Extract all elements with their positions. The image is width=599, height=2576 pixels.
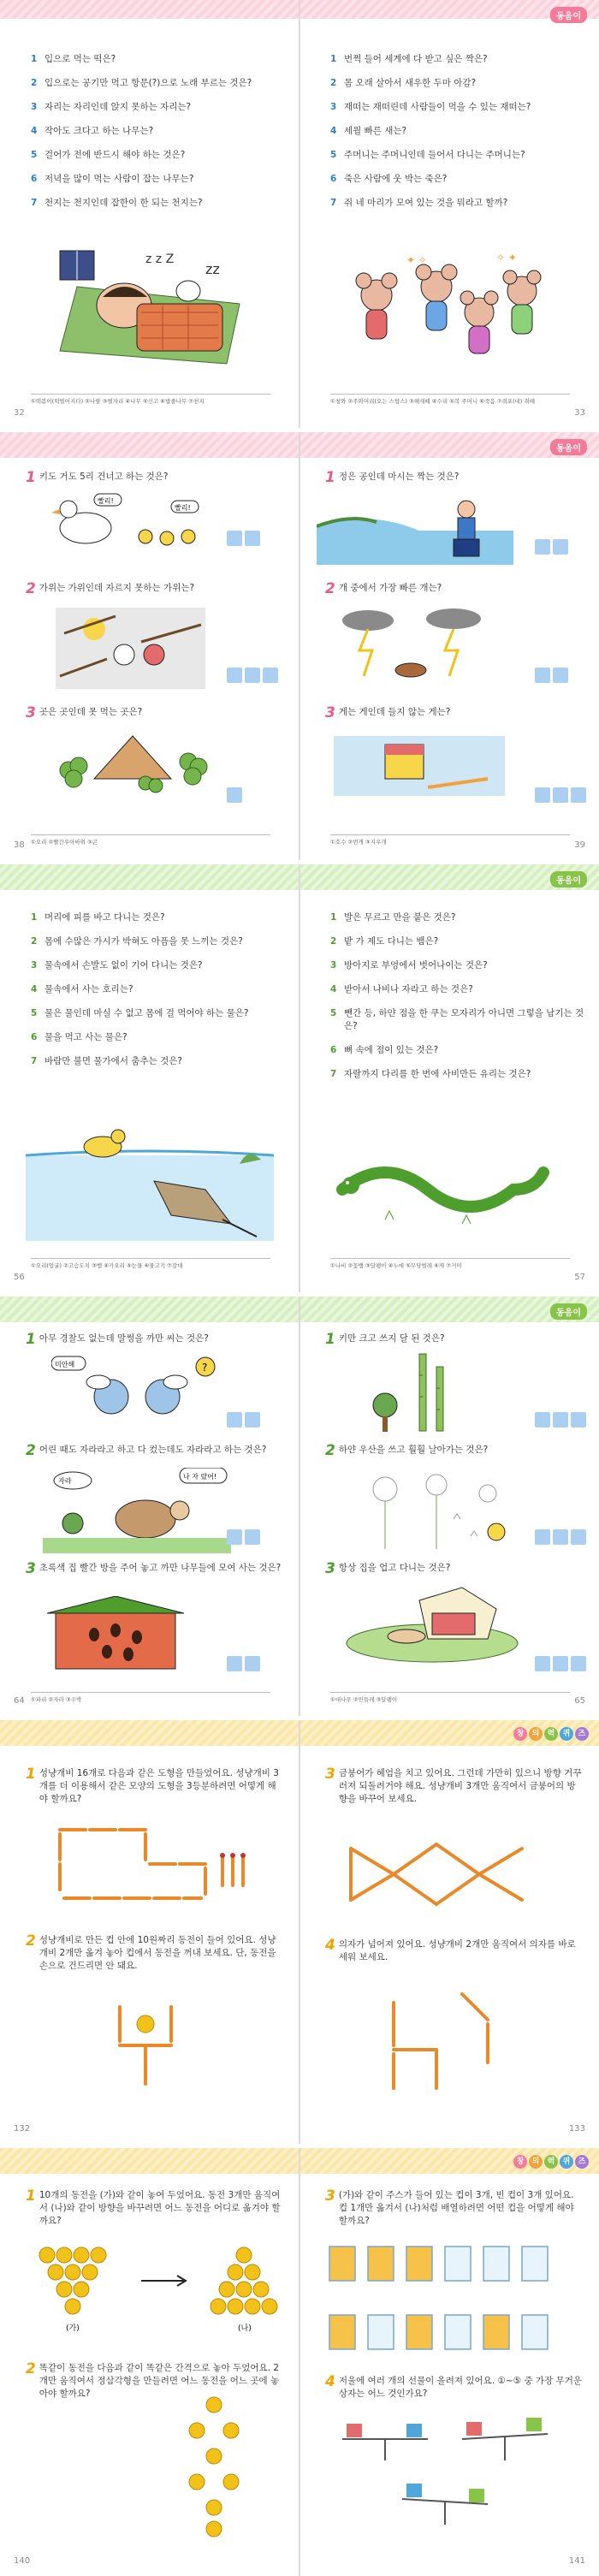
svg-text:z z Z: z z Z	[145, 252, 175, 266]
question-block: 2 가위는 가위인데 자르지 못하는 가위는?	[26, 580, 195, 597]
question-item: 6 저녁을 많이 먹는 사람이 잡는 나무는?	[31, 174, 194, 184]
svg-text:빨리!: 빨리!	[175, 504, 191, 512]
answer-strip: ①오리(얼굴) ②고슴도치 ③뱀 ④가오리 ⑤눈물 ⑥물고기 ⑦갈대	[31, 1258, 270, 1270]
question-item: 2 몸 오래 살아서 새우한 두마 아감?	[330, 78, 477, 88]
question-block: 4 저울에 여러 개의 선물이 올려져 있어요. ①~⑤ 중 가장 무거운 상자는 어느 것인가요?	[325, 2373, 582, 2399]
page-39	[300, 432, 599, 860]
question-item: 2 밭 가 제도 다니는 뱀은?	[330, 936, 439, 947]
answer-boxes[interactable]	[535, 1529, 586, 1545]
matchstick-fish-illustration	[334, 1823, 548, 1917]
spread-4	[0, 1297, 599, 1716]
question-item: 3 방아지로 부엉에서 벗어나이는 것은?	[330, 960, 488, 970]
flies-illustration	[51, 1350, 222, 1431]
section-badge: 동음이	[550, 871, 587, 887]
lake-boy-illustration	[317, 492, 513, 565]
page-number: 132	[14, 2124, 31, 2134]
question-block: 3 (가)와 같이 주스가 들어 있는 컵이 3개, 빈 컵이 3개 있어요. 컵 1개만 옮겨서 (나)처럼 배열하려면 어떤 컵을 어떻게 해야 할까요?	[325, 2187, 574, 2226]
duck-family-illustration	[51, 492, 214, 552]
question-block: 2 성냥개비로 만든 컵 안에 10원짜리 동전이 들어 있어요. 성냥개비 2개만 옮겨 놓아 컵에서 동전을 꺼내 보세요. 단, 동전을 손으로 건드리면 안 돼요.	[26, 1932, 276, 1971]
question-block: 3 항상 집을 업고 다니는 것은?	[325, 1560, 451, 1577]
answer-strip: ①호수 ②번개 ③지우개	[330, 834, 570, 846]
question-item: 4 받아서 나비나 자라고 하는 것은?	[330, 984, 473, 994]
answer-boxes[interactable]	[227, 787, 242, 803]
svg-text:zz: zz	[205, 261, 220, 277]
page-64	[0, 1297, 300, 1716]
answer-boxes[interactable]	[535, 1412, 586, 1427]
spread-1	[0, 0, 599, 428]
answer-strip: ①파리 ②자라 ③수박	[31, 1692, 270, 1704]
question-list	[31, 911, 288, 1079]
turtle-illustration	[43, 1468, 231, 1553]
question-block: 2 하얀 우산을 쓰고 훨훨 날아가는 것은?	[325, 1442, 489, 1459]
section-bubbles: 창 의 력 퀴 즈	[513, 1727, 589, 1741]
page-57	[300, 864, 599, 1292]
question-item: 3 물속에서 손발도 없이 기어 다니는 것은?	[31, 960, 203, 970]
question-item: 7 천지는 천지인데 잡한이 한 되는 천지는?	[31, 198, 203, 208]
answer-boxes[interactable]	[535, 787, 586, 803]
page-65	[300, 1297, 599, 1716]
answer-strip: ①오리 ②빨간우아바위 ③곤	[31, 834, 270, 846]
question-block: 1 키만 크고 쓰지 달 된 것은?	[325, 1331, 445, 1348]
page-number: 38	[14, 840, 25, 850]
answer-strip: ①청와 ②주와머리(오는 스탑스) ③해새떼 ④수리 ⑤복 주머니 ⑥죽음 ⑦쥐포(네) 쥐떼	[330, 394, 570, 406]
page-number: 39	[574, 840, 585, 850]
pond-stingray-illustration	[26, 1121, 274, 1241]
page-number: 141	[568, 2556, 585, 2566]
spread-5	[0, 1720, 599, 2144]
matchstick-chair-illustration	[377, 1977, 513, 2097]
page-140	[0, 2148, 300, 2576]
question-item: 2 몸에 수많은 가시가 박혀도 아픔을 못 느끼는 것은?	[31, 936, 243, 947]
question-item: 5 물은 물인데 마실 수 없고 몸에 걸 먹어야 하는 물은?	[31, 1008, 249, 1018]
question-item: 4 물속에서 사는 호리는?	[31, 984, 133, 994]
page-38	[0, 432, 300, 860]
question-block: 3 게는 게인데 들지 않는 게는?	[325, 704, 451, 721]
rock-paper-scissors-illustration	[56, 608, 205, 689]
question-item: 6 물을 먹고 사는 물은?	[31, 1032, 128, 1042]
answer-strip: ①대나무 ②민들레 ③달팽이	[330, 1692, 570, 1704]
section-badge: 동음이	[550, 7, 587, 23]
question-item: 3 재떠는 재떠린데 사람들이 먹을 수 있는 재떠는?	[330, 102, 531, 112]
answer-boxes[interactable]	[535, 668, 568, 683]
snake-illustration	[334, 1138, 556, 1232]
section-badge: 동음이	[550, 1303, 587, 1320]
page-number: 56	[14, 1273, 25, 1282]
page-number: 32	[14, 408, 25, 418]
juice-glasses-illustration	[317, 2242, 573, 2362]
dandelion-illustration	[351, 1468, 522, 1553]
question-block: 3 초록색 집 빨간 방을 주어 놓고 까만 나무들에 모여 사는 것은?	[26, 1560, 282, 1577]
question-block: 1 정은 공인데 마시는 짝는 것은?	[325, 469, 460, 486]
answer-boxes[interactable]	[535, 539, 568, 555]
question-block: 4 의자가 넘어져 있어요. 성냥개비 2개만 움직여서 의자를 바로 세워 보세요.	[325, 1937, 576, 1962]
svg-text:나 자 랐어!: 나 자 랐어!	[183, 1473, 217, 1481]
question-item: 7 쥐 네 마리가 모여 있는 것을 뭐라고 할까?	[330, 198, 508, 208]
question-list	[330, 53, 587, 221]
page-133	[300, 1720, 599, 2144]
question-block: 2 똑같이 동전을 다음과 같이 똑같은 간격으로 놓아 두었어요. 2개만 움직여서 정삼각형을 만들려면 어느 동전을 어느 곳에 놓아야 할까요?	[26, 2360, 280, 2399]
dancing-mice-illustration	[342, 248, 556, 368]
answer-boxes[interactable]	[227, 531, 260, 546]
svg-text:?: ?	[202, 1362, 208, 1374]
section-badge: 동음이	[550, 439, 587, 455]
lightning-dog-illustration	[334, 603, 488, 685]
question-item: 7 바람만 불면 물가에서 춤추는 것은?	[31, 1056, 182, 1066]
question-item: 6 뼈 속에 점이 있는 것은?	[330, 1045, 439, 1055]
question-item: 4 세월 빠른 새는?	[330, 126, 407, 136]
clover-illustration	[51, 727, 222, 796]
question-item: 5 뺀간 등, 하얀 점을 한 쿠는 모자리가 아니면 그렇을 남기는 것은?	[330, 1008, 584, 1031]
page-number: 140	[14, 2556, 31, 2566]
section-bubbles: 창 의 력 퀴 즈	[513, 2155, 589, 2169]
question-item: 1 발은 무르고 만을 붙은 것은?	[330, 912, 456, 923]
spread-3	[0, 864, 599, 1292]
question-item: 7 자랄까지 다리를 한 번에 사비만든 유리는 것은?	[330, 1069, 531, 1079]
page-number: 33	[574, 408, 585, 418]
question-block: 1 성냥개비 16개로 다음과 같은 도형을 만들었어요. 성냥개비 3개를 더 이용해서 같은 모양의 도형을 3등분하려면 어떻게 해야 할까요?	[26, 1766, 279, 1804]
svg-text:(가): (가)	[66, 2324, 80, 2333]
svg-text:✦ ✧: ✦ ✧	[406, 254, 427, 266]
svg-text:빨리!: 빨리!	[98, 497, 114, 505]
page-number: 65	[574, 1696, 585, 1706]
coin-pattern-illustration	[171, 2392, 257, 2537]
question-block: 3 곳은 곳인데 못 먹는 곳은?	[26, 704, 143, 721]
answer-boxes[interactable]	[535, 1656, 586, 1671]
answer-boxes[interactable]	[227, 668, 278, 683]
snail-illustration	[342, 1583, 522, 1665]
question-item: 6 죽은 사람에 웃 박는 죽은?	[330, 174, 448, 184]
page-32	[0, 0, 300, 428]
spread-6	[0, 2148, 599, 2576]
question-item: 5 주머니는 주머니인데 들어서 다니는 주머니는?	[330, 150, 525, 160]
question-block: 1 10개의 동전을 (가)와 같이 놓여 두었어요. 동전 3개만 움직여서 (나)와 같이 방향을 바꾸려면 어느 동전을 어디로 옮겨야 할까요?	[26, 2187, 281, 2226]
page-132	[0, 1720, 300, 2144]
question-block: 2 어린 때도 자라라고 하고 다 컸는데도 자라라고 하는 것은?	[26, 1442, 267, 1459]
question-block: 3 금붕어가 헤엄을 치고 있어요. 그런데 가만히 있으니 방향 거꾸러져 되돌려거야 해요. 성냥개비 3개만 움직여서 금붕어의 방향을 바꾸어 보세요.	[325, 1766, 582, 1804]
page-56	[0, 864, 300, 1292]
question-item: 3 자리는 자리인데 앉지 못하는 자리는?	[31, 102, 192, 112]
svg-text:(나): (나)	[238, 2324, 252, 2333]
eraser-illustration	[334, 727, 505, 800]
svg-text:미안해: 미안해	[55, 1361, 75, 1368]
question-item: 4 작아도 크다고 하는 나무는?	[31, 126, 154, 136]
balance-scales-illustration	[334, 2413, 556, 2542]
page-33	[300, 0, 599, 428]
question-list	[31, 53, 288, 221]
question-list	[330, 911, 587, 1092]
answer-boxes[interactable]	[227, 1412, 260, 1427]
svg-text:자라: 자라	[58, 1477, 72, 1485]
sleeping-child-illustration	[43, 244, 257, 372]
question-item: 5 걸어가 전에 반드시 해야 하는 것은?	[31, 150, 186, 160]
answer-strip: ①떡볶이(떡벌어지다) ②나팔 ③별자리 ④나무 ⑤신고 ⑥밥줄나무 ⑦천지	[31, 394, 270, 406]
matchstick-cup-illustration	[103, 1998, 197, 2092]
page-number: 133	[568, 2124, 585, 2134]
coin-triangle-illustration	[30, 2242, 278, 2336]
question-item: 2 입으로는 공기만 먹고 항문(?)으로 노래 부르는 것은?	[31, 78, 252, 88]
page-number: 64	[14, 1696, 25, 1706]
answer-boxes[interactable]	[227, 1529, 260, 1545]
answer-boxes[interactable]	[227, 1656, 260, 1671]
answer-strip: ①나비 ②꽃뱀 ③달팽이 ④누에 ⑤무당벌레 ⑥게 ⑦거미	[330, 1258, 570, 1270]
page-141	[300, 2148, 599, 2576]
watermelon-house-illustration	[47, 1596, 184, 1673]
question-item: 1 입으로 먹는 떡은?	[31, 54, 116, 64]
matchstick-shape-illustration	[51, 1821, 274, 1915]
question-item: 1 번쩍 들어 세계에 다 받고 싶은 짝은?	[330, 54, 488, 64]
svg-text:✧ ✦: ✧ ✦	[496, 252, 517, 264]
question-block: 1 키도 거도 5리 건너고 하는 것은?	[26, 469, 169, 486]
bamboo-illustration	[368, 1350, 488, 1435]
page-number: 57	[574, 1273, 585, 1282]
question-block: 2 개 중에서 가장 빠른 개는?	[325, 580, 442, 597]
spread-2	[0, 432, 599, 860]
question-item: 1 머리에 피를 바고 다니는 것은?	[31, 912, 165, 923]
question-block: 1 아무 경찰도 없는데 말썽을 까만 씨는 것은?	[26, 1331, 209, 1348]
